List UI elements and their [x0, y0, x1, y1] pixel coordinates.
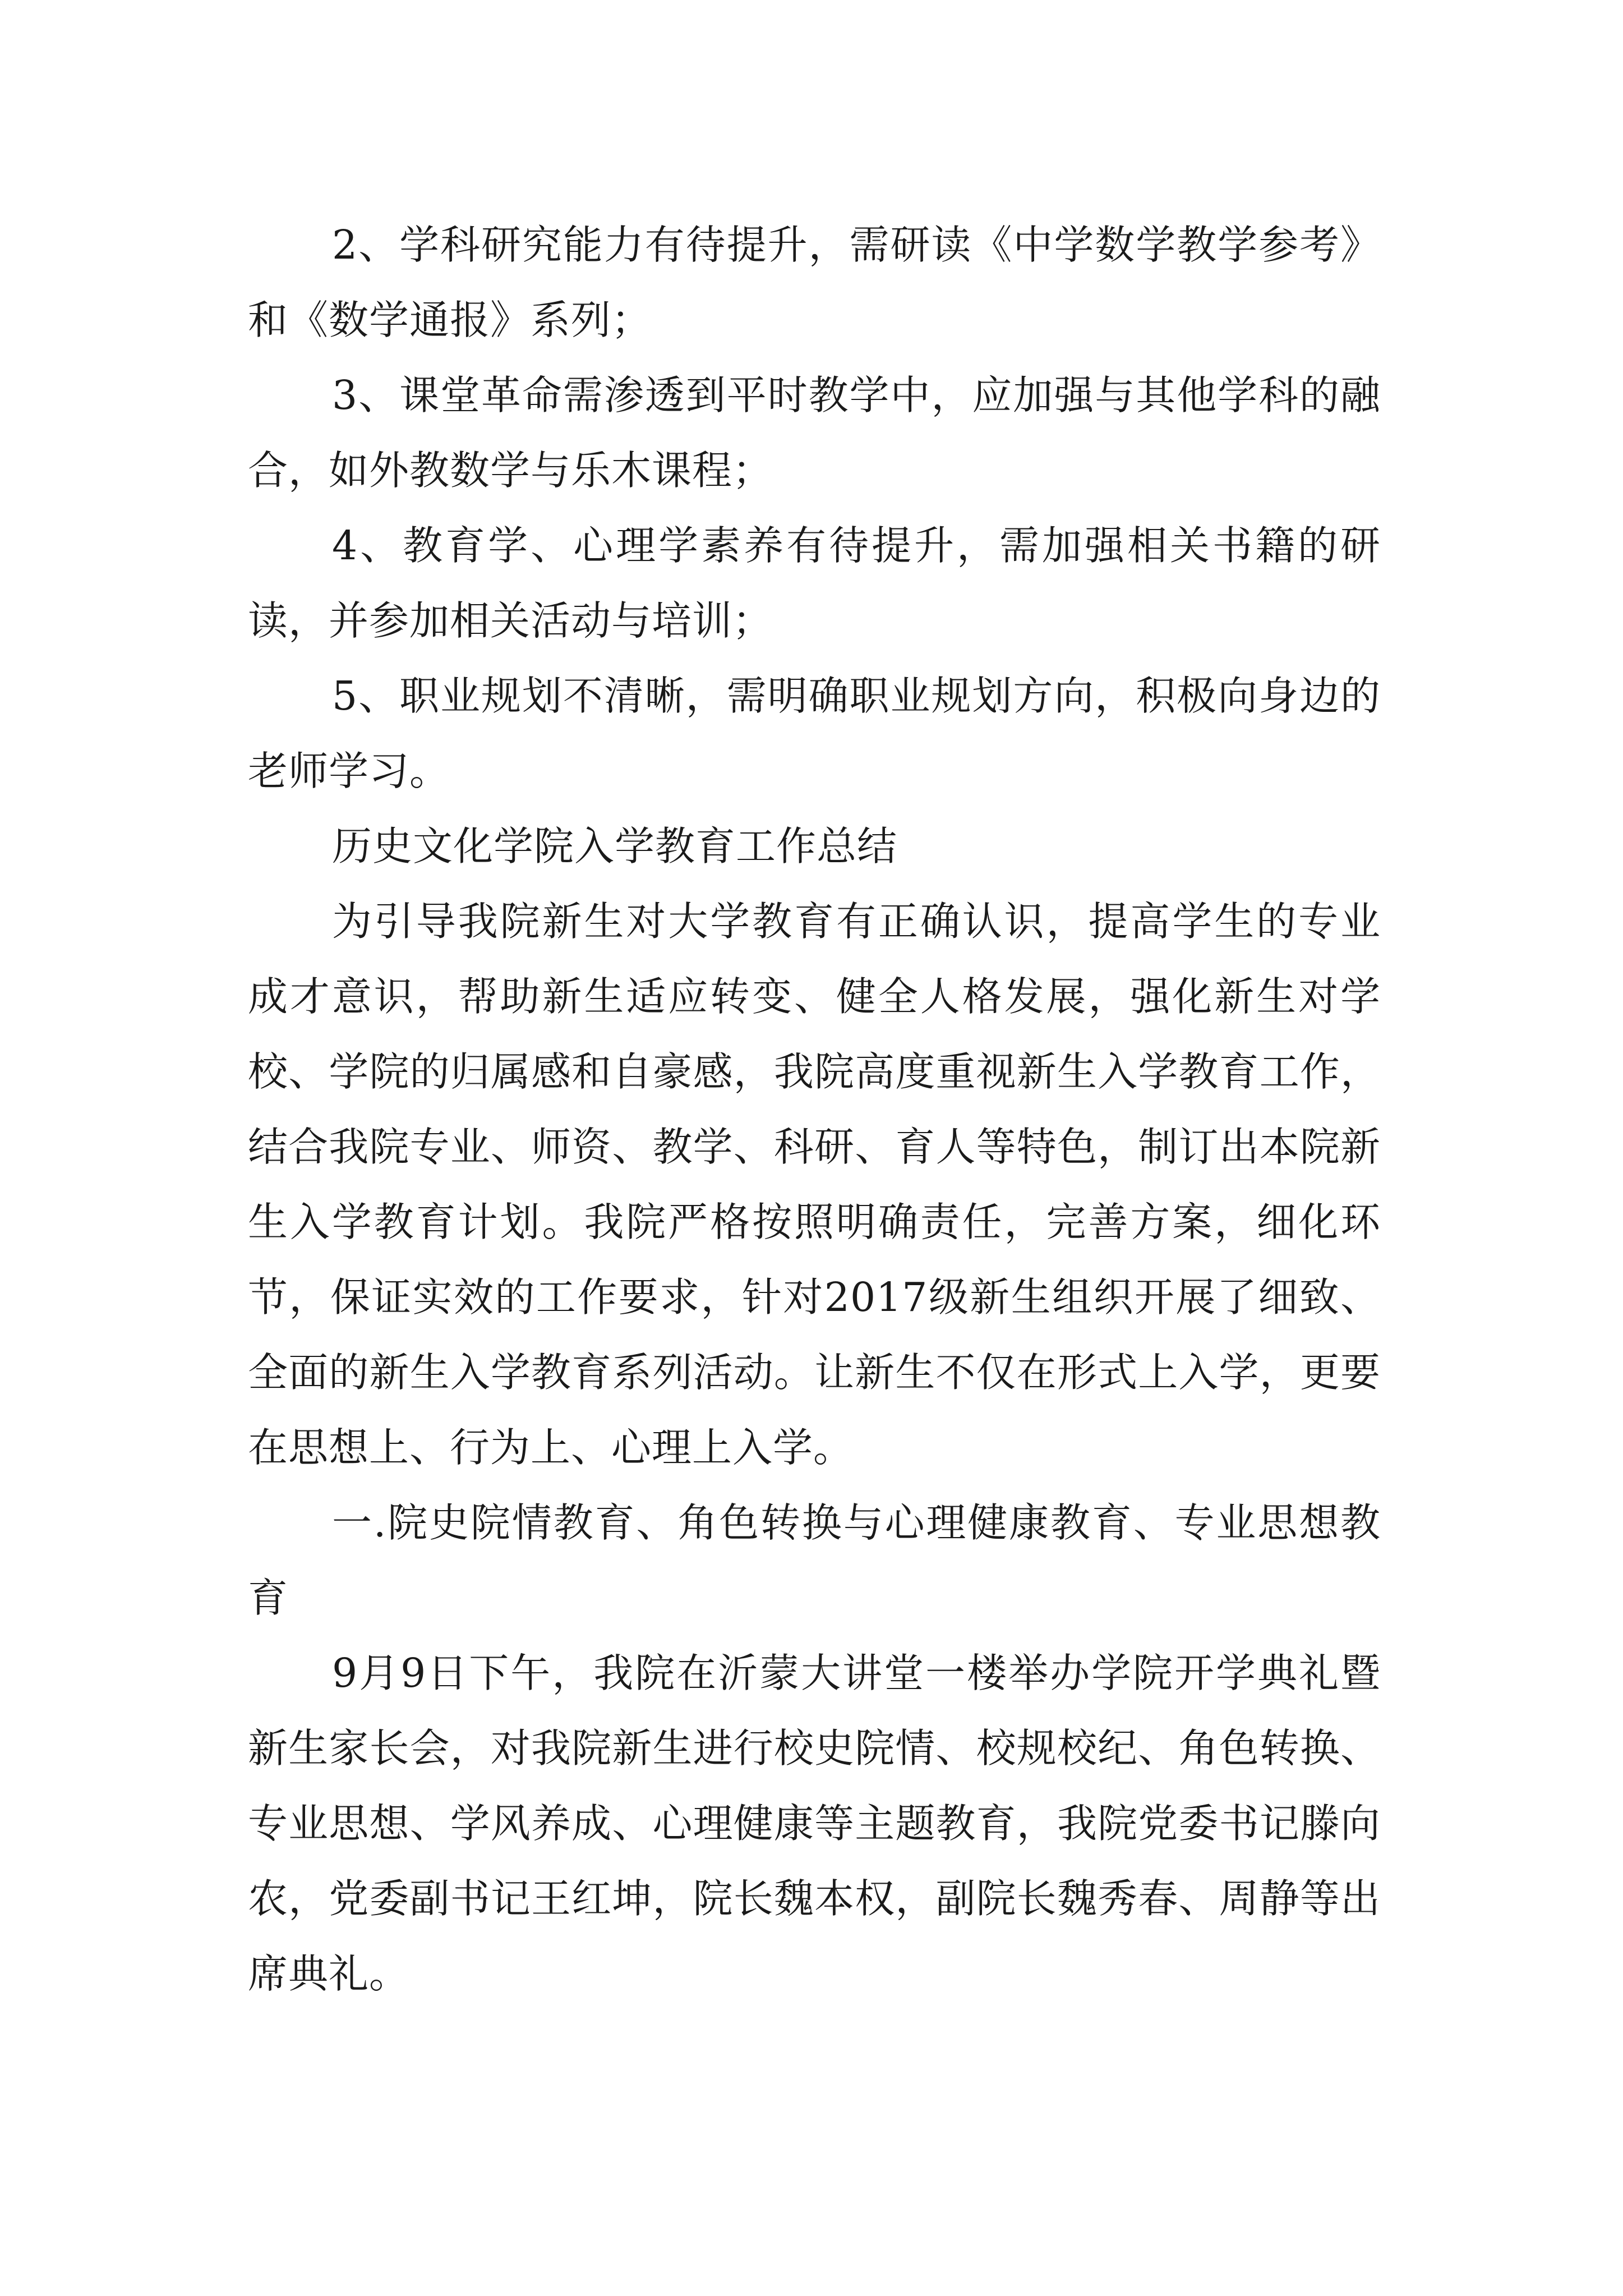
paragraph-item-2: 2、学科研究能力有待提升，需研读《中学数学教学参考》和《数学通报》系列；: [248, 222, 1381, 343]
event-paragraph: 9月9日下午，我院在沂蒙大讲堂一楼举办学院开学典礼暨新生家长会，对我院新生进行校史院情、校规校纪、角色转换、专业思想、学风养成、心理健康等主题教育，我院党委书记滕向农，党委副书记王红坤，院长魏本权，副院长魏秀春、周静等出席典礼。: [248, 1650, 1381, 1997]
paragraph-item-5: 5、职业规划不清晰，需明确职业规划方向，积极向身边的老师学习。: [248, 673, 1381, 794]
paragraph-item-3: 3、课堂革命需渗透到平时教学中，应加强与其他学科的融合，如外教数学与乐木课程；: [248, 372, 1381, 494]
section-title: 历史文化学院入学教育工作总结: [332, 823, 898, 869]
subsection-heading: 一.院史院情教育、角色转换与心理健康教育、专业思想教育: [248, 1499, 1381, 1621]
paragraph-item-4: 4、教育学、心理学素养有待提升，需加强相关书籍的研读，并参加相关活动与培训；: [248, 522, 1381, 644]
document-body: [248, 208, 1381, 2012]
intro-paragraph: 为引导我院新生对大学教育有正确认识，提高学生的专业成才意识，帮助新生适应转变、健全人格发展，强化新生对学校、学院的归属感和自豪感，我院高度重视新生入学教育工作，结合我院专业、师资、教学、科研、育人等特色，制订出本院新生入学教育计划。我院严格按照明确责任，完善方案，细化环节，保证实效的工作要求，针对2017级新生组织开展了细致、全面的新生入学教育系列活动。让新生不仅在形式上入学，更要在思想上、行为上、心理上入学。: [248, 898, 1381, 1471]
